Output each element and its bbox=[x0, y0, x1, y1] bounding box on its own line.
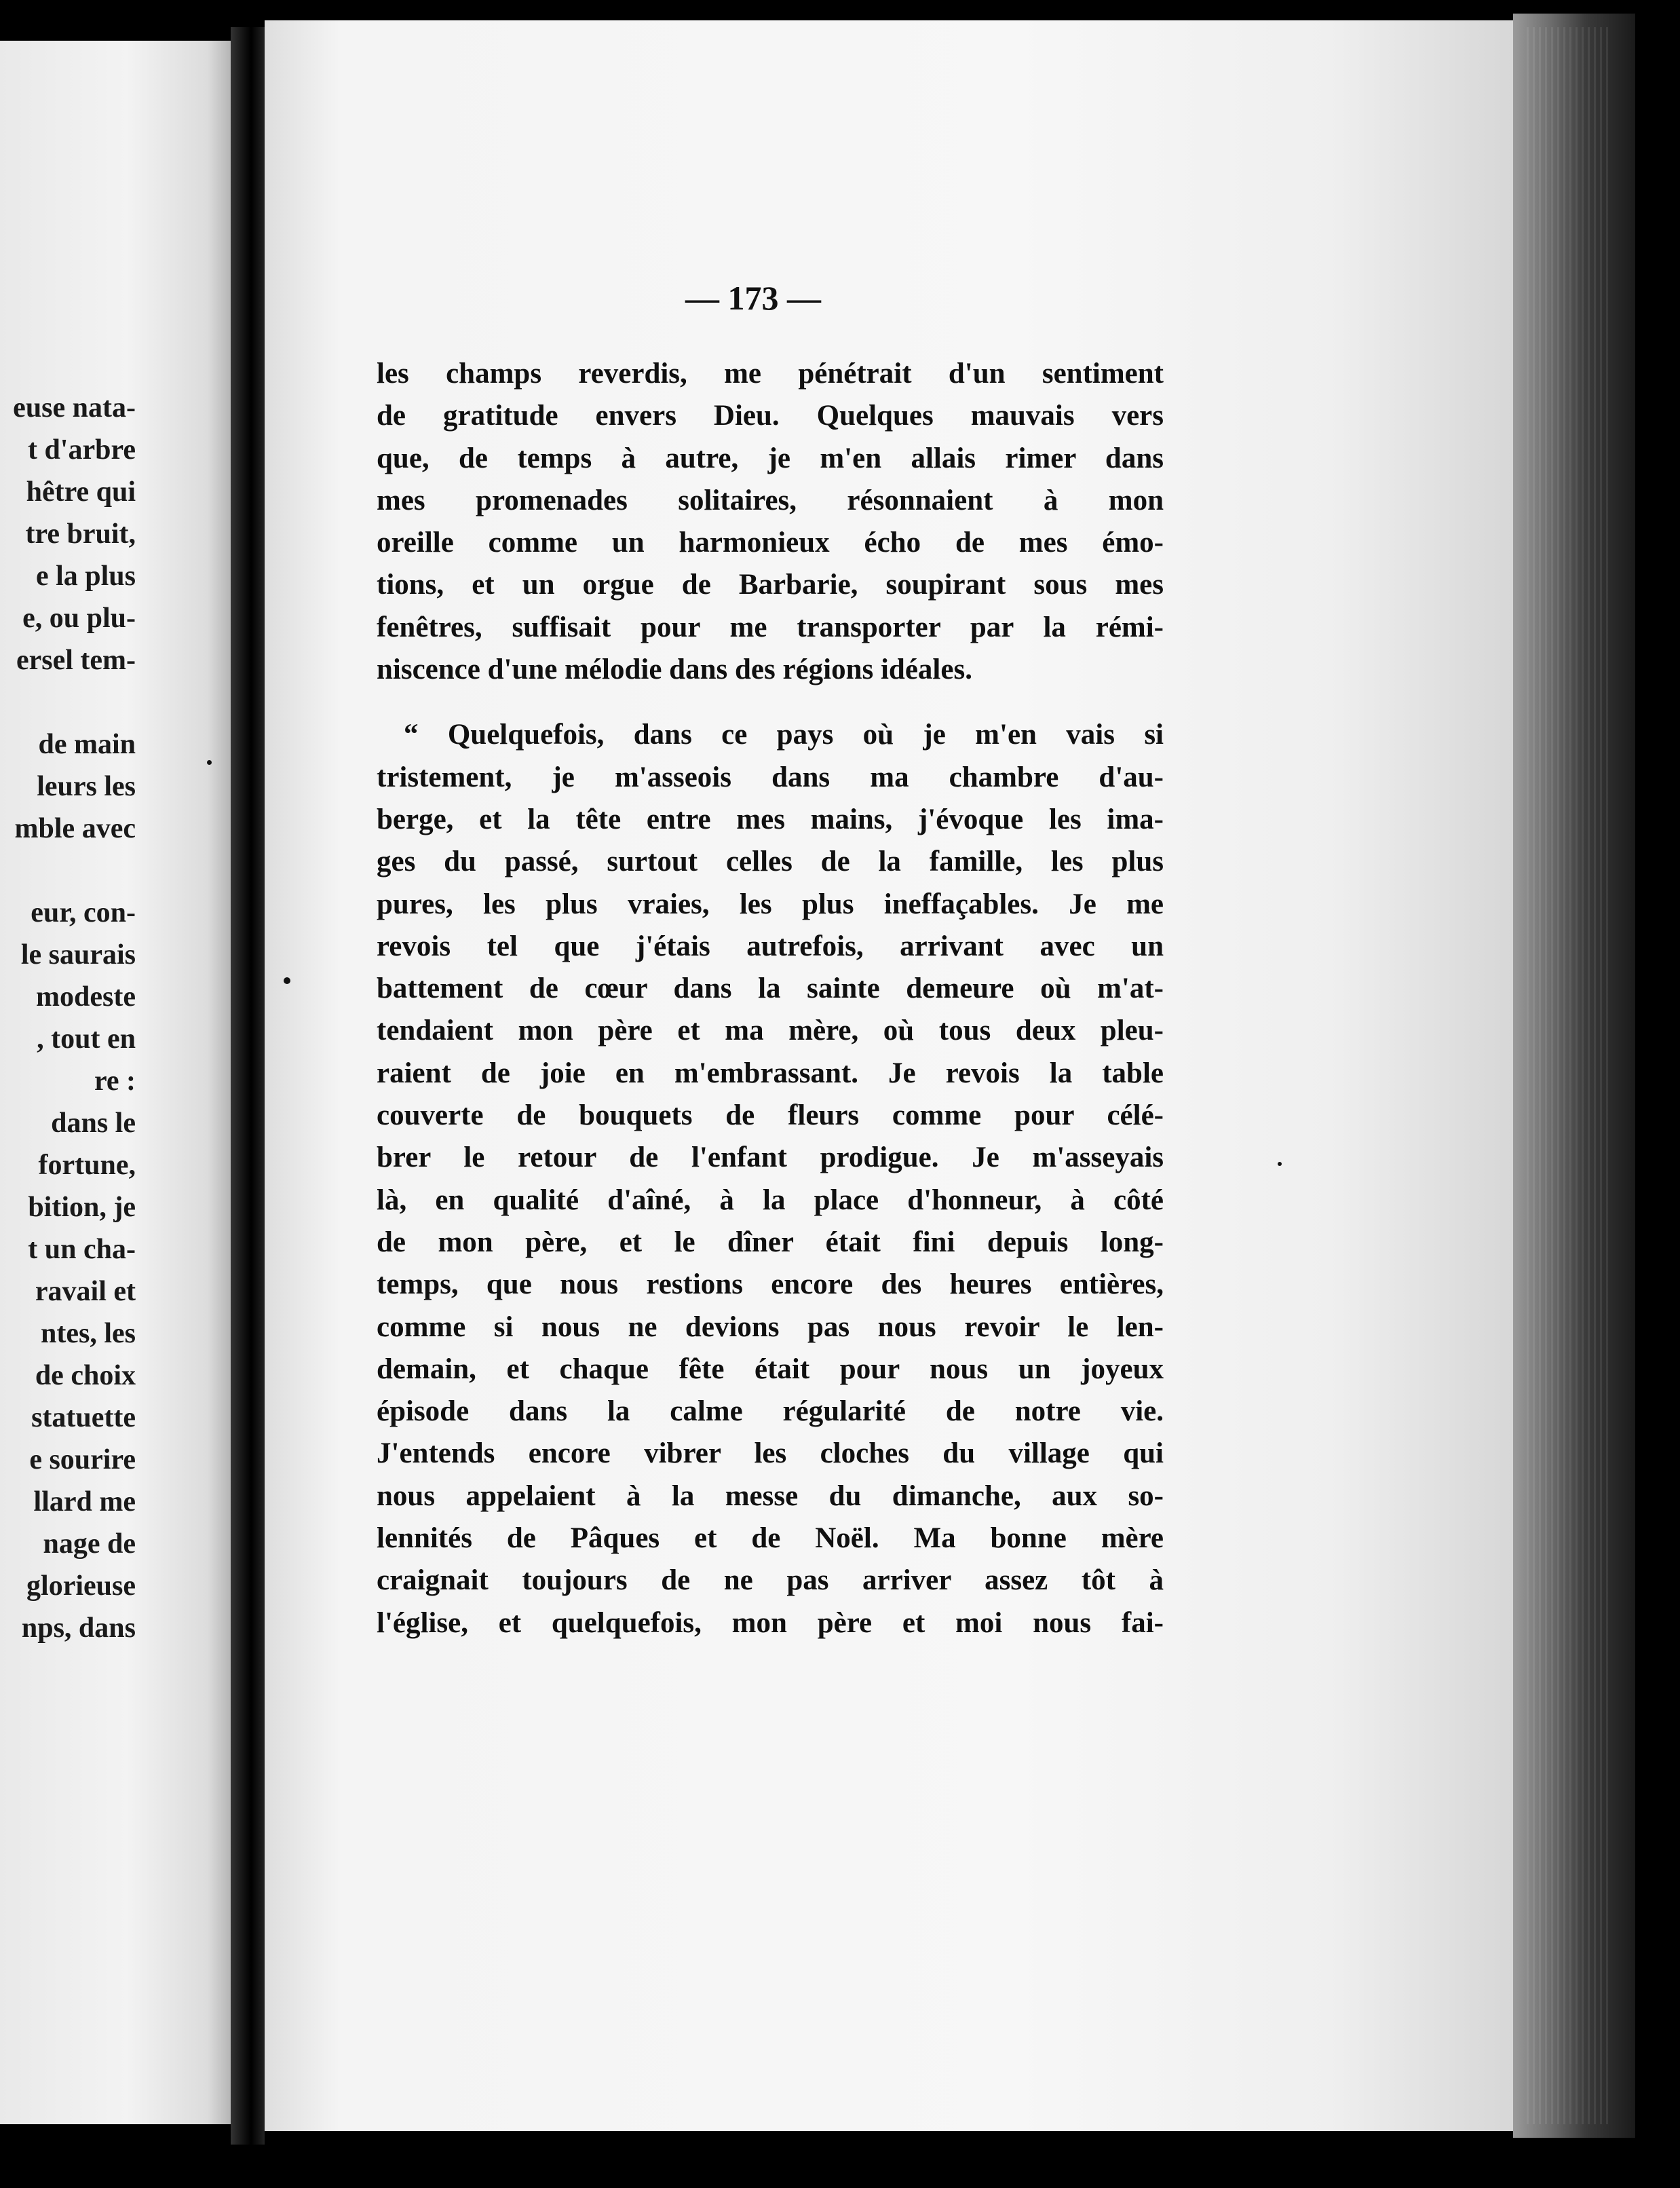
paragraph bbox=[377, 714, 1164, 1644]
left-page-line: dans le bbox=[51, 1108, 136, 1139]
left-page-line: le saurais bbox=[20, 939, 136, 970]
text-line: revois tel que j'étais autrefois, arrivant avec un bbox=[377, 930, 1164, 962]
left-page-line: e, ou plu- bbox=[22, 603, 136, 634]
text-line: J'entends encore vibrer les cloches du village qui bbox=[377, 1437, 1164, 1470]
left-page-line: modeste bbox=[36, 981, 136, 1013]
paragraph-gap bbox=[377, 691, 1164, 714]
text-line: de mon père, et le dîner était fini depuis long- bbox=[377, 1226, 1164, 1258]
left-page-blank-line bbox=[0, 681, 231, 723]
text-line: mes promenades solitaires, résonnaient à mon bbox=[377, 484, 1164, 516]
left-page-line: tre bruit, bbox=[25, 518, 136, 550]
left-page-line: euse nata- bbox=[13, 392, 136, 423]
text-line: couverte de bouquets de fleurs comme pour célé- bbox=[377, 1099, 1164, 1132]
left-page-line: ravail et bbox=[35, 1276, 136, 1307]
left-page-line: statuette bbox=[31, 1402, 136, 1433]
paragraph bbox=[377, 353, 1164, 691]
ink-speck bbox=[284, 977, 290, 984]
ink-speck bbox=[207, 760, 212, 765]
left-page-line: leurs les bbox=[37, 771, 136, 802]
left-page-line: nage de bbox=[43, 1528, 136, 1560]
left-page-line: e sourire bbox=[29, 1444, 136, 1475]
text-line: l'église, et quelquefois, mon père et moi nous fai- bbox=[377, 1606, 1164, 1639]
left-page-line: t d'arbre bbox=[27, 434, 136, 466]
left-page-line: nps, dans bbox=[21, 1612, 136, 1644]
left-page bbox=[0, 41, 231, 2124]
text-line: nous appelaient à la messe du dimanche, aux so- bbox=[377, 1479, 1164, 1512]
left-page-line: de choix bbox=[35, 1360, 136, 1391]
text-line: temps, que nous restions encore des heures entières, bbox=[377, 1268, 1164, 1301]
left-page-line: , tout en bbox=[37, 1023, 136, 1055]
text-line: ges du passé, surtout celles de la famille, les plus bbox=[377, 846, 1164, 878]
text-line: oreille comme un harmonieux écho de mes émo- bbox=[377, 527, 1164, 559]
left-page-text bbox=[0, 387, 231, 1649]
text-line: de gratitude envers Dieu. Quelques mauvais vers bbox=[377, 400, 1164, 432]
book-gutter bbox=[231, 27, 265, 2145]
page-number: — 173 — bbox=[685, 279, 821, 317]
left-page-line: eur, con- bbox=[31, 897, 136, 928]
text-line: niscence d'une mélodie dans des régions idéales. bbox=[377, 654, 972, 686]
text-line: craignait toujours de ne pas arriver assez tôt à bbox=[377, 1564, 1164, 1597]
text-line: berge, et la tête entre mes mains, j'évoque les ima- bbox=[377, 803, 1164, 835]
left-page-line: re : bbox=[94, 1065, 136, 1097]
left-page-line: bition, je bbox=[28, 1192, 136, 1223]
left-page-line: fortune, bbox=[38, 1150, 136, 1181]
ink-speck bbox=[1278, 1162, 1282, 1166]
page-body-text bbox=[377, 353, 1164, 1644]
text-line: les champs reverdis, me pénétrait d'un sentiment bbox=[377, 358, 1164, 390]
text-line: fenêtres, suffisait pour me transporter par la rémi- bbox=[377, 611, 1164, 643]
left-page-line: mble avec bbox=[14, 813, 136, 844]
left-page-line: t un cha- bbox=[28, 1234, 136, 1265]
text-line: là, en qualité d'aîné, à la place d'honneur, à côté bbox=[377, 1184, 1164, 1216]
text-line: raient de joie en m'embrassant. Je revois la table bbox=[377, 1057, 1164, 1089]
text-line: tions, et un orgue de Barbarie, soupirant sous mes bbox=[377, 569, 1164, 601]
text-line: tristement, je m'asseois dans ma chambre d'au- bbox=[377, 761, 1164, 793]
left-page-blank-line bbox=[0, 850, 231, 892]
text-line: que, de temps à autre, je m'en allais rimer dans bbox=[377, 442, 1164, 474]
text-line: épisode dans la calme régularité de notre vie. bbox=[377, 1395, 1164, 1428]
text-line: tendaient mon père et ma mère, où tous deux pleu- bbox=[377, 1015, 1164, 1047]
left-page-line: hêtre qui bbox=[26, 476, 136, 508]
left-page-line: llard me bbox=[33, 1486, 136, 1517]
text-line: “ Quelquefois, dans ce pays où je m'en vais si bbox=[404, 719, 1164, 751]
left-page-line: glorieuse bbox=[26, 1570, 136, 1602]
text-line: pures, les plus vraies, les plus ineffaçables. Je me bbox=[377, 888, 1164, 920]
text-line: demain, et chaque fête était pour nous un joyeux bbox=[377, 1353, 1164, 1385]
page-edge-stack bbox=[1527, 27, 1608, 2124]
text-line: lennités de Pâques et de Noël. Ma bonne mère bbox=[377, 1522, 1164, 1555]
left-page-line: ntes, les bbox=[41, 1318, 136, 1349]
text-line: comme si nous ne devions pas nous revoir le len- bbox=[377, 1310, 1164, 1343]
text-line: brer le retour de l'enfant prodigue. Je m'asseyais bbox=[377, 1142, 1164, 1174]
text-line: battement de cœur dans la sainte demeure où m'at- bbox=[377, 973, 1164, 1005]
left-page-line: e la plus bbox=[35, 561, 136, 592]
left-page-line: ersel tem- bbox=[16, 645, 136, 676]
left-page-line: de main bbox=[38, 729, 136, 760]
